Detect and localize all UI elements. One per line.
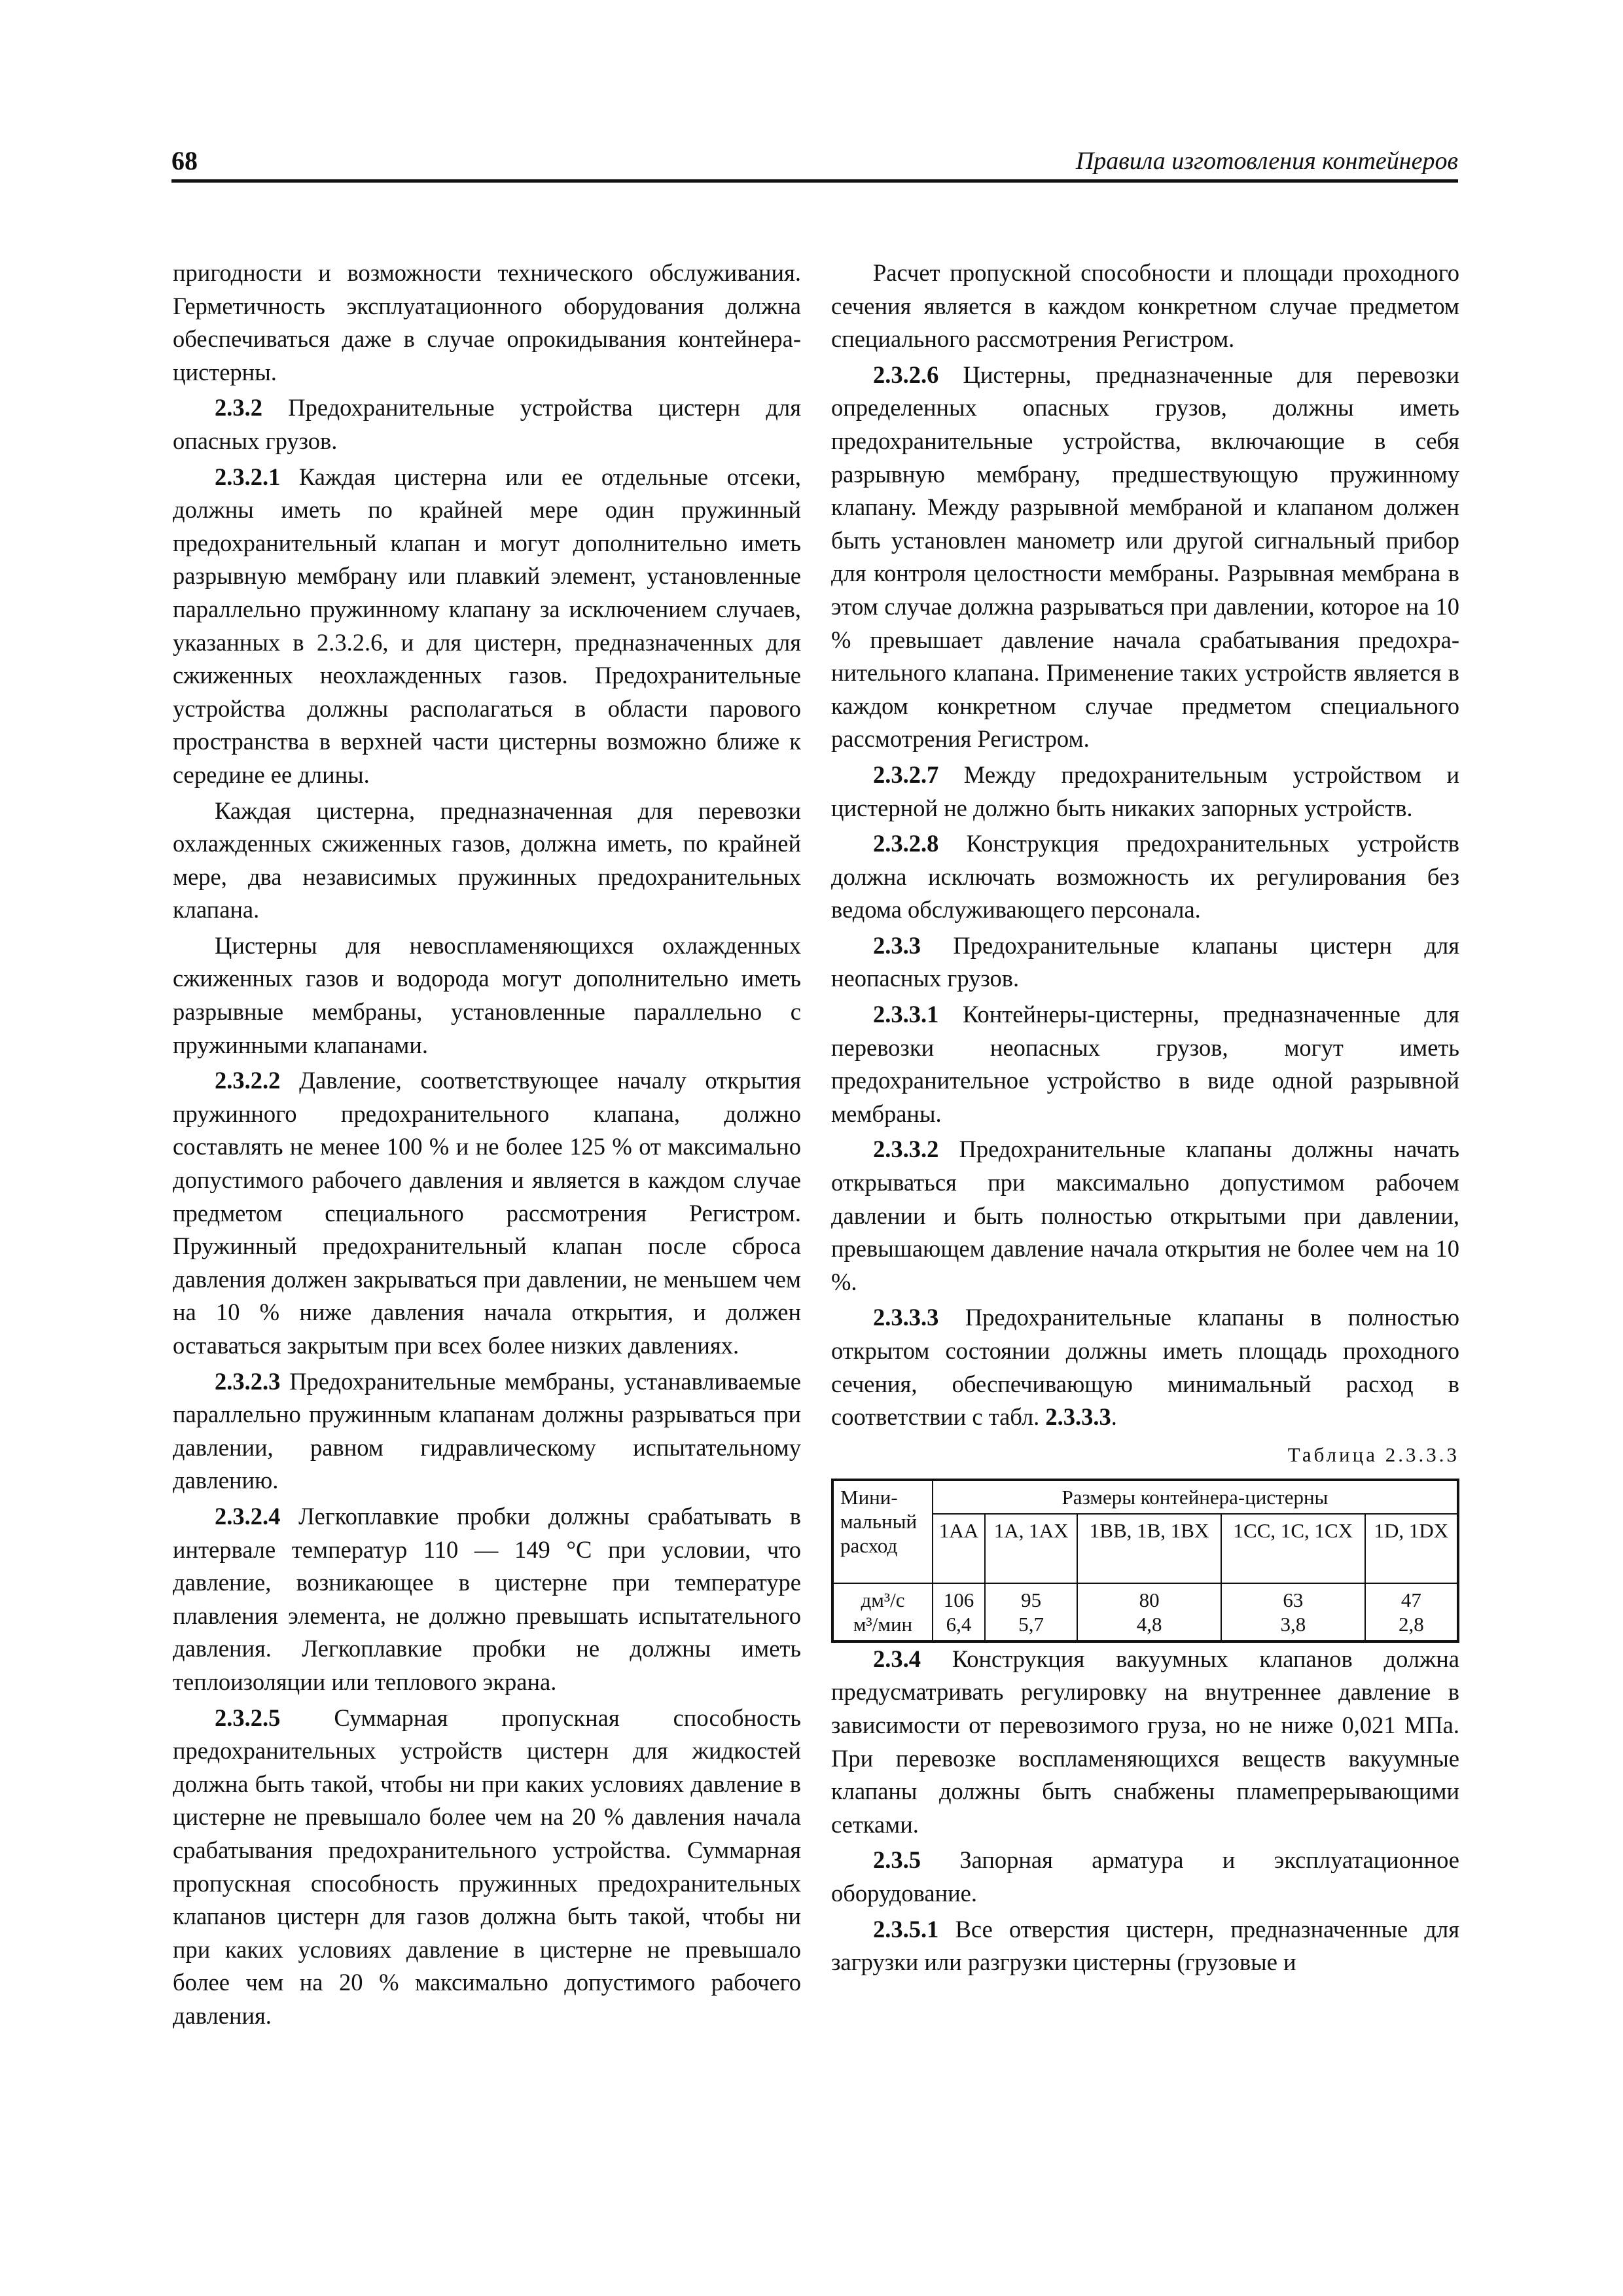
left-column (173, 257, 801, 2035)
section-number: 2.3.5 (873, 1846, 921, 1874)
table-value: 6,4 (946, 1612, 972, 1636)
clause (173, 461, 801, 792)
clause-text: Легкоплавкие пробки должны срабатывать в интервале температур 110 — 149 °C при условии, что давление, возникающее в цистерне при температуре плавления элемента, не должно превышать испытательного давления. Легкоплавкие пробки не должны иметь теплоизоляции или теплового экрана. (173, 1502, 801, 1695)
clause (831, 1643, 1459, 1842)
table-reference: 2.3.3.3 (1045, 1403, 1111, 1431)
clause (831, 359, 1459, 756)
clause-number: 2.3.2.8 (873, 830, 939, 857)
table-value: 4,8 (1136, 1612, 1162, 1636)
clause (173, 1702, 801, 2033)
table-value: 3,8 (1280, 1612, 1306, 1636)
page-number: 68 (171, 146, 198, 175)
table-value: 63 (1283, 1588, 1304, 1611)
section-title: Предохранительные клапаны цистерн для неопасных грузов. (831, 931, 1459, 992)
table-cell (985, 1583, 1077, 1641)
table-value: 106 (943, 1588, 974, 1611)
table-cell (1221, 1583, 1365, 1641)
clause (173, 1064, 801, 1362)
table-cell (933, 1583, 985, 1641)
clause-text: Между предохранительным устройством и цистерной не должно быть никаких запорных устройств. (831, 761, 1459, 821)
clause-number: 2.3.5.1 (873, 1915, 939, 1943)
table-row-header (832, 1480, 933, 1583)
clause (831, 1913, 1459, 1979)
paragraph-text: Каждая цистерна, предназначенная для перевозки охлажденных сжиженных газов, должна иметь, по крайней мере, два независимых пружинных предохранительных клапана. (173, 797, 801, 924)
clause-text: Суммарная пропускная способность предохранительных устройств цистерн для жидкостей должна быть такой, чтобы ни при каких условиях давление в цистерне не превышало более чем на 20 % давления начала срабатывания предохранительного устройства. Суммарная пропускная способность пружинных предохранительных клапанов цистерн для газов должна быть такой, чтобы ни при каких условиях давление в цистерне не превышало более чем на 20 % максимально допустимого рабочего давления. (173, 1704, 801, 2029)
table-header-row (832, 1480, 1458, 1514)
clause (831, 1133, 1459, 1299)
clause-number: 2.3.2.5 (215, 1704, 281, 1731)
right-column (831, 257, 1459, 1982)
clause (173, 1500, 801, 1699)
section-heading (831, 929, 1459, 996)
table-column-header: 1D, 1DX (1365, 1514, 1458, 1583)
clause-number: 2.3.2.1 (215, 463, 281, 490)
clause-text: Предохранительные мембраны, устанавливаемые параллельно пружинным клапанам должны разрываться при давлении, равном гидравлическому испытательному давлению. (173, 1367, 801, 1494)
clause-text: Конструкция вакуумных клапанов должна предусматривать регулировку на внутреннее давление в зависимости от перевозимого груза, но не ниже 0,021 МПа. При перевозке воспламеняющихся веществ вакуумные клапаны должны быть снабжены пламепрерывающими сетками. (831, 1645, 1459, 1838)
table-value: 95 (1021, 1588, 1042, 1611)
clause-number: 2.3.2.4 (215, 1502, 281, 1530)
table-column-header: 1CC, 1C, 1CX (1221, 1514, 1365, 1583)
paragraph-text: Расчет пропускной способности и площади проходного сечения является в каждом конкретном случае предметом специального рассмотрения Регистром. (831, 259, 1459, 353)
paragraph (173, 929, 801, 1062)
clause-number: 2.3.2.6 (873, 361, 939, 388)
table-value: 80 (1139, 1588, 1160, 1611)
clause-number: 2.3.2.7 (873, 761, 939, 788)
row-header-line: мальный (840, 1509, 918, 1533)
paragraph-text: Цистерны для невоспламеняющихся охлажденных сжиженных газов и водорода могут дополнительно иметь разрывные мембраны, установленные параллельно с пружинными клапанами. (173, 931, 801, 1058)
clause-text: Предохранительные клапаны в полностью открытом состоянии должны иметь площадь проходного сечения, обеспечивающую минимальный расход в соответствии с табл. (831, 1304, 1459, 1431)
clause-text: Контейнеры-цистерны, предназначенные для перевозки неопасных грузов, могут иметь предохранительное устройство в виде одной разрывной мембраны. (831, 1001, 1459, 1127)
table-cell (1077, 1583, 1221, 1641)
paragraph (831, 257, 1459, 356)
section-heading (831, 1844, 1459, 1910)
table-row (832, 1583, 1458, 1641)
clause-text: Все отверстия цистерн, предназначенные для загрузки или разгрузки цистерны (грузовые и (831, 1915, 1459, 1976)
clause-text: Цистерны, предназначенные для перевозки определенных опасных грузов, должны иметь предохранительные устройства, включающие в себя разрывную мембрану, предшествующую пружинному клапану. Между разрывной мембраной и клапаном должен быть установлен манометр или другой сигнальный прибор для контроля целостности мембраны. Разрывная мембрана в этом случае должна разрываться при давлении, которое на 10 % превышает давление начала срабатывания предохранительного клапана. Применение таких устройств является в каждом конкретном случае предметом специального рассмотрения Регистром. (831, 361, 1459, 753)
clause-number: 2.3.3.3 (873, 1304, 939, 1331)
clause-text-end: . (1111, 1403, 1117, 1431)
table-cell (1365, 1583, 1458, 1641)
clause (831, 1301, 1459, 1433)
clause-number: 2.3.3.1 (873, 1001, 939, 1028)
clause-text: Каждая цистерна или ее отдельные отсеки, должны иметь по крайней мере один пружинный предохранительный клапан и могут дополнительно иметь разрывную мембрану или плавкий элемент, установленные параллельно пружинному клапану за исключением случаев, указанных в 2.3.2.6, и для цистерн, предназначенных для сжиженных неохлажденных газов. Предохранительные устройства должны располагаться в области парового пространства в верхней части цистерны возможно ближе к середине ее длины. (173, 463, 801, 788)
clause-number: 2.3.3.2 (873, 1136, 939, 1163)
clause (173, 1365, 801, 1498)
unit-label: м³/мин (853, 1612, 913, 1636)
flow-rate-table (831, 1479, 1459, 1643)
clause-text: Конструкция предохранительных устройств должна исключать возможность их регулирования без ведома обслуживающего персонала. (831, 830, 1459, 924)
paragraph (173, 795, 801, 927)
row-header-line: расход (840, 1534, 898, 1557)
clause-text: Предохранительные клапаны должны начать открываться при максимально допустимом рабочем давлении и быть полностью открытыми при давлении, превышающем давление начала открытия не более чем на 10 %. (831, 1136, 1459, 1295)
running-title: Правила изготовления контейнеров (1075, 147, 1458, 175)
paragraph-text: пригодности и возможности технического обслуживания. Герметичность эксплуатационного оборудования должна обеспечиваться даже в случае опрокидывания контейнера-цистерны. (173, 259, 801, 386)
paragraph (173, 257, 801, 389)
table-caption: Таблица 2.3.3.3 (1287, 1443, 1459, 1466)
unit-label: дм³/с (861, 1588, 905, 1611)
clause-number: 2.3.2.3 (215, 1367, 281, 1395)
clause-number: 2.3.4 (873, 1645, 921, 1672)
clause (831, 998, 1459, 1130)
table-value: 47 (1400, 1588, 1421, 1611)
table-column-header: 1BB, 1B, 1BX (1077, 1514, 1221, 1583)
table-column-header: 1AA (933, 1514, 985, 1583)
table-value: 2,8 (1398, 1612, 1424, 1636)
table-column-header: 1A, 1AX (985, 1514, 1077, 1583)
section-number: 2.3.3 (873, 931, 921, 959)
page-header (171, 145, 1458, 183)
clause (831, 759, 1459, 825)
clause (831, 827, 1459, 927)
section-heading (173, 391, 801, 457)
section-title: Предохранительные устройства цистерн для опасных грузов. (173, 394, 801, 454)
section-title: Запорная арматура и эксплуатационное оборудование. (831, 1846, 1459, 1907)
table-value: 5,7 (1018, 1612, 1044, 1636)
row-header-line: Мини- (840, 1485, 898, 1509)
clause-number: 2.3.2.2 (215, 1067, 281, 1094)
table-group-header: Размеры контейнера-цистерны (933, 1480, 1458, 1514)
section-number: 2.3.2 (215, 394, 262, 422)
table-cell-units (832, 1583, 933, 1641)
clause-text: Давление, соответствующее началу открытия пружинного предохранительного клапана, должно составлять не менее 100 % и не более 125 % от максимально допустимого рабочего давления и является в каждом случае предметом специального рассмотрения Регистром. Пружинный предохранительный клапан после сброса давления должен закрываться при давлении, не меньшем чем на 10 % ниже давления начала открытия, и должен оставаться закрытым при всех более низких давлениях. (173, 1067, 801, 1359)
